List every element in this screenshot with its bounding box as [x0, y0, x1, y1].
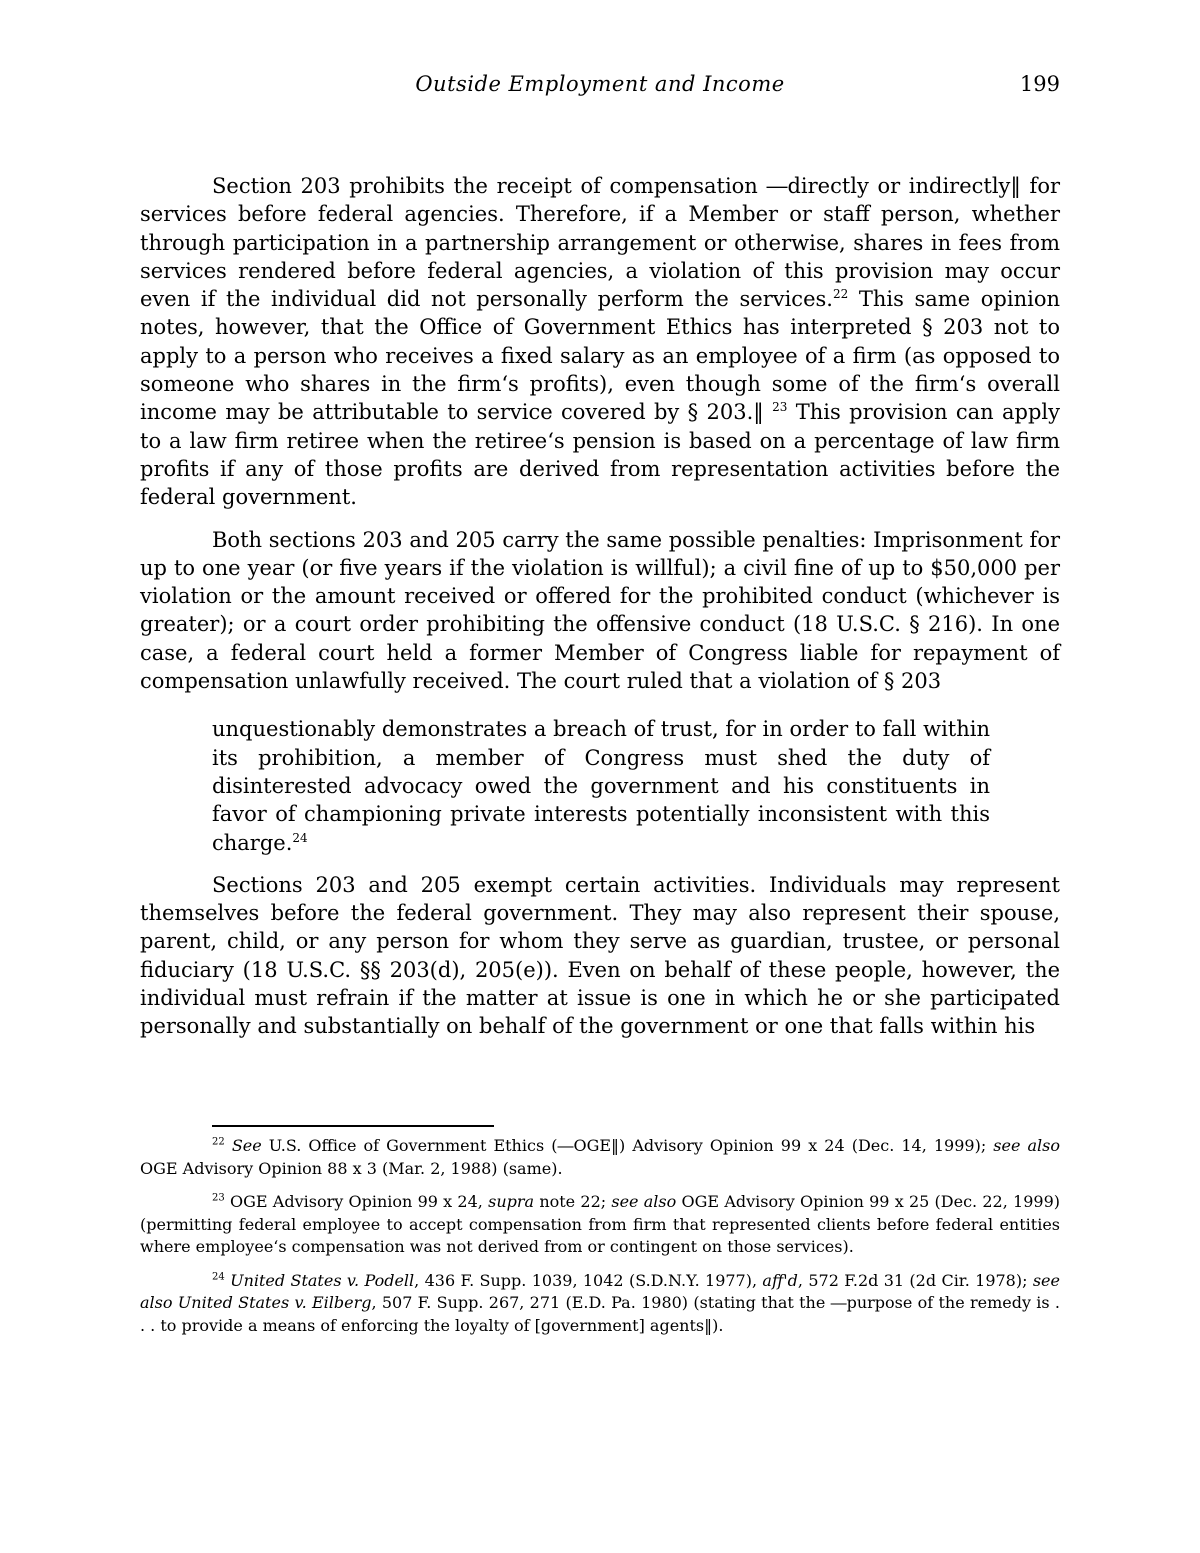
- footnotes: [140, 1135, 1060, 1348]
- footnote-number: 22: [212, 1136, 225, 1148]
- footnote-text: , 572 F.2d 31 (2d Cir. 1978);: [797, 1270, 1033, 1290]
- footnote-ref-22[interactable]: 22: [832, 287, 849, 302]
- footnote-text: OGE Advisory Opinion 99 x 24,: [224, 1192, 489, 1211]
- paragraph-text: This provision can apply to a law firm retiree when the retiree‘s pension is based on a percentage of law firm profits if any of those profits are derived from representation activities before the federal government.: [140, 400, 1060, 510]
- footnote-ref-24[interactable]: 24: [292, 830, 308, 845]
- footnote-text: OGE Advisory Opinion 99 x 25 (Dec. 22, 1999) (permitting federal employee to accept compensation from firm that represented clients before federal entities where employee‘s compensation was not derived from or contingent on those services).: [140, 1192, 1061, 1256]
- footnote-23: [140, 1191, 1060, 1259]
- signal-text: see also: [611, 1192, 677, 1211]
- footnote-separator: [212, 1125, 494, 1127]
- signal-text: See: [231, 1136, 262, 1155]
- paragraph-text: Section 203 prohibits the receipt of compensation ―directly or indirectly‖ for services before federal agencies. Therefore, if a Member or staff person, whether through participation in a partnership arrangement or otherwise, shares in fees from services rendered before federal agencies, a violation of this provision may occur even if the individual did not personally perform the services.: [140, 174, 1060, 312]
- signal-text: supra: [488, 1192, 535, 1211]
- signal-text: aff'd: [762, 1270, 798, 1290]
- footnote-number: 24: [212, 1271, 225, 1283]
- footnote-number: 23: [212, 1192, 225, 1204]
- signal-text: see also: [993, 1136, 1061, 1155]
- block-quote: [212, 715, 990, 856]
- running-title: Outside Employment and Income: [415, 72, 785, 96]
- footnote-ref-23[interactable]: 23: [772, 400, 788, 415]
- footnote-text: , 436 F. Supp. 1039, 1042 (S.D.N.Y. 1977),: [414, 1270, 763, 1290]
- page-number: 199: [1019, 72, 1060, 96]
- paragraph-exemptions: Sections 203 and 205 exempt certain activities. Individuals may represent themselves before the federal government. They may also represent their spouse, parent, child, or any person for whom they serve as guardian, trustee, or personal fiduciary (18 U.S.C. §§ 203(d), 205(e)). Even on behalf of these people, however, the individual must refrain if the matter at issue is one in which he or she participated personally and substantially on behalf of the government or one that falls within his: [140, 872, 1060, 1039]
- paragraph-section-203: [140, 172, 1060, 512]
- running-header: [140, 72, 1060, 102]
- main-text: [140, 172, 1060, 1055]
- case-name: United States v. Podell: [230, 1270, 415, 1290]
- paragraph-penalties: Both sections 203 and 205 carry the same possible penalties: Imprisonment for up to one year (or five years if the violation is willful); a civil fine of up to $50,000 per violation or the amount received or offered for the prohibited conduct (whichever is greater); or a court order prohibiting the offensive conduct (18 U.S.C. § 216). In one case, a federal court held a former Member of Congress liable for repayment of compensation unlawfully received. The court ruled that a violation of § 203: [140, 527, 1060, 694]
- footnote-22: [140, 1135, 1060, 1180]
- paragraph-text: This same opinion notes, however, that the Office of Government Ethics has interpreted § 203 not to apply to a person who receives a fixed salary as an employee of a firm (as opposed to someone who shares in the firm‘s profits), even though some of the firm‘s overall income may be attributable to service covered by § 203.‖: [140, 287, 1060, 425]
- footnote-text: OGE Advisory Opinion 88 x 3 (Mar. 2, 1988) (same).: [140, 1158, 563, 1178]
- footnote-text: U.S. Office of Government Ethics (―OGE‖) Advisory Opinion 99 x 24 (Dec. 14, 1999);: [261, 1136, 994, 1155]
- case-name: see also United States v. Eilberg: [140, 1270, 1060, 1312]
- footnote-text: note 22;: [534, 1192, 612, 1211]
- footnote-24: [140, 1270, 1060, 1338]
- quote-text: unquestionably demonstrates a breach of trust, for in order to fall within its prohibition, a member of Congress must shed the duty of disinterested advocacy owed the government and his constituents in favor of championing private interests potentially inconsistent with this charge.: [212, 717, 990, 855]
- footnote-text: , 507 F. Supp. 267, 271 (E.D. Pa. 1980) (stating that the ―purpose of the remedy is . . . to provide a means of enforcing the loyalty of [government] agents‖).: [140, 1293, 1060, 1335]
